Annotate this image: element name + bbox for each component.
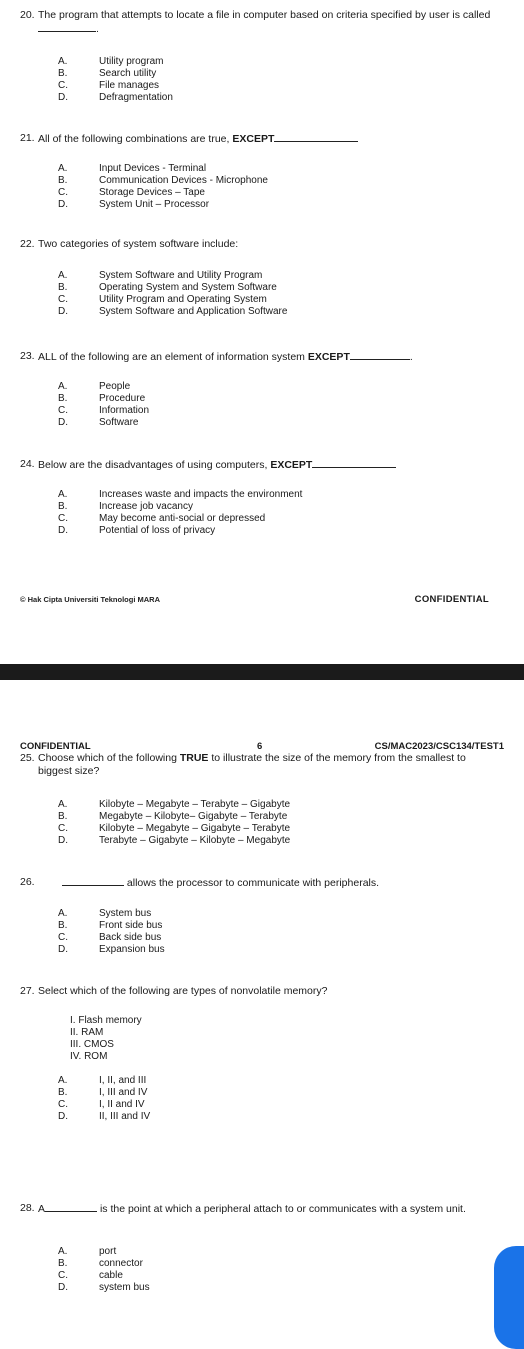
side-tab[interactable]	[494, 1246, 524, 1349]
question-20	[20, 9, 496, 36]
option-b: B. connector	[58, 1258, 143, 1269]
option-a: A. Input Devices - Terminal	[58, 163, 207, 174]
question-text: All of the following combinations are true, EXCEPT	[38, 132, 496, 146]
question-26	[20, 876, 496, 890]
option-a: A. System bus	[58, 908, 152, 919]
question-number: 27.	[20, 985, 35, 997]
course-code-header: CS/MAC2023/CSC134/TEST1	[374, 741, 504, 752]
option-d: D. Potential of loss of privacy	[58, 525, 216, 536]
option-b: B. I, III and IV	[58, 1087, 148, 1098]
roman-list	[70, 1015, 142, 1063]
option-d: D. system bus	[58, 1282, 150, 1293]
question-number: 25.	[20, 752, 35, 764]
answer-blank	[62, 876, 124, 886]
question-number: 26.	[20, 876, 35, 888]
roman-item: I. Flash memory	[70, 1015, 142, 1026]
option-b: B. Communication Devices - Microphone	[58, 175, 268, 186]
roman-item: III. CMOS	[70, 1039, 114, 1050]
question-27	[20, 985, 496, 998]
answer-blank	[45, 1202, 97, 1212]
option-d: D. System Software and Application Software	[58, 306, 288, 317]
option-c: C. cable	[58, 1270, 123, 1281]
option-a: A. Kilobyte – Megabyte – Terabyte – Gigabyte	[58, 799, 291, 810]
option-b: B. Megabyte – Kilobyte– Gigabyte – Terabyte	[58, 811, 288, 822]
question-text: Two categories of system software include:	[38, 238, 239, 250]
options-25	[58, 799, 458, 847]
options-27	[58, 1075, 458, 1123]
answer-blank	[274, 132, 358, 142]
option-d: D. Software	[58, 417, 139, 428]
option-a: A. Increases waste and impacts the environment	[58, 489, 303, 500]
question-text: Choose which of the following TRUE to illustrate the size of the memory from the smallest to biggest size?	[38, 752, 466, 777]
page-number: 6	[257, 741, 263, 752]
exam-page-5	[0, 0, 524, 652]
question-text: ALL of the following are an element of information system EXCEPT .	[38, 351, 413, 363]
option-b: B. Search utility	[58, 68, 157, 79]
emphasis: EXCEPT	[307, 351, 350, 363]
options-21	[58, 163, 458, 211]
option-d: D. Defragmentation	[58, 92, 173, 103]
question-21	[20, 132, 496, 146]
question-number: 23.	[20, 350, 35, 362]
question-24	[20, 458, 496, 472]
question-text: Select which of the following are types of nonvolatile memory?	[38, 985, 328, 997]
question-23	[20, 350, 496, 364]
options-28	[58, 1246, 458, 1294]
question-22	[20, 238, 496, 251]
option-c: C. Storage Devices – Tape	[58, 187, 205, 198]
options-22	[58, 270, 458, 318]
roman-item: IV. ROM	[70, 1051, 108, 1062]
option-c: C. Back side bus	[58, 932, 162, 943]
option-b: B. Operating System and System Software	[58, 282, 277, 293]
answer-blank	[38, 22, 96, 32]
page-separator	[0, 652, 524, 680]
emphasis: EXCEPT	[270, 459, 313, 471]
option-a: A. System Software and Utility Program	[58, 270, 263, 281]
options-23	[58, 381, 458, 429]
question-text: The program that attempts to locate a file in computer based on criteria specified by user is called.	[38, 9, 491, 35]
confidential-header: CONFIDENTIAL	[20, 741, 91, 752]
question-28	[20, 1202, 496, 1216]
options-26	[58, 908, 458, 956]
option-c: C. May become anti-social or depressed	[58, 513, 266, 524]
question-number: 21.	[20, 132, 35, 144]
answer-blank	[312, 458, 396, 468]
page-gap-bar	[0, 664, 524, 680]
option-c: C. Information	[58, 405, 150, 416]
option-d: D. II, III and IV	[58, 1111, 151, 1122]
options-24	[58, 489, 458, 537]
emphasis: TRUE	[179, 752, 209, 764]
answer-blank	[350, 350, 410, 360]
question-25	[20, 752, 496, 778]
confidential-footer: CONFIDENTIAL	[414, 594, 489, 605]
options-20	[58, 56, 458, 104]
copyright-footer: © Hak Cipta Universiti Teknologi MARA	[20, 595, 160, 604]
emphasis: EXCEPT	[232, 133, 275, 145]
question-text: allows the processor to communicate with peripherals.	[62, 876, 496, 890]
option-c: C. Kilobyte – Megabyte – Gigabyte – Terabyte	[58, 823, 291, 834]
question-text: Below are the disadvantages of using computers, EXCEPT	[38, 458, 496, 472]
option-c: C. I, II and IV	[58, 1099, 145, 1110]
option-a: A. port	[58, 1246, 117, 1257]
option-a: A. Utility program	[58, 56, 164, 67]
question-number: 20.	[20, 9, 35, 21]
option-c: C. Utility Program and Operating System	[58, 294, 267, 305]
exam-page-6	[0, 680, 524, 1349]
option-b: B. Front side bus	[58, 920, 163, 931]
question-number: 28.	[20, 1202, 35, 1214]
option-d: D. Terabyte – Gigabyte – Kilobyte – Megabyte	[58, 835, 291, 846]
option-c: C. File manages	[58, 80, 160, 91]
question-number: 22.	[20, 238, 35, 250]
option-d: D. Expansion bus	[58, 944, 165, 955]
option-b: B. Increase job vacancy	[58, 501, 193, 512]
option-a: A. I, II, and III	[58, 1075, 147, 1086]
option-a: A. People	[58, 381, 131, 392]
option-b: B. Procedure	[58, 393, 146, 404]
roman-item: II. RAM	[70, 1027, 104, 1038]
option-d: D. System Unit – Processor	[58, 199, 210, 210]
question-text: A is the point at which a peripheral attach to or communicates with a system unit.	[38, 1203, 466, 1215]
question-number: 24.	[20, 458, 35, 470]
